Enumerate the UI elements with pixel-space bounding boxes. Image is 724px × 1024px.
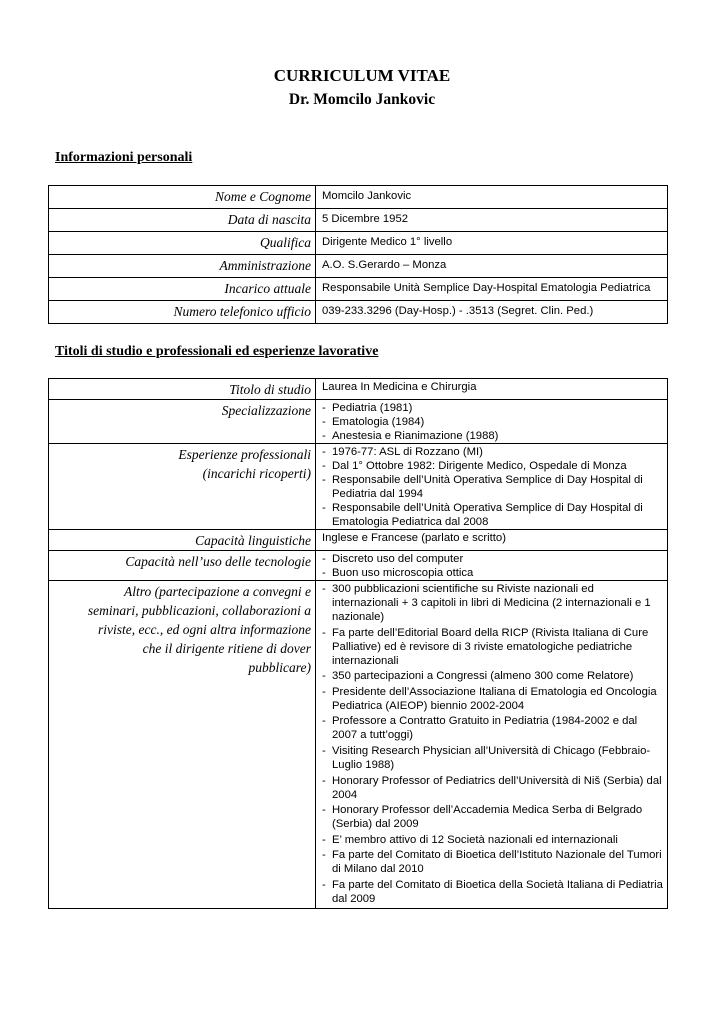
row-value: 5 Dicembre 1952 [316, 209, 668, 232]
list-item: - Responsabile dell’Unità Operativa Semplice di Day Hospital di Pediatria dal 1994 [322, 473, 663, 501]
table-row [49, 400, 668, 444]
list-item: - Pediatria (1981) [322, 401, 663, 415]
table-row [49, 581, 668, 909]
row-label: Capacità linguistiche [49, 530, 316, 551]
table-row [49, 444, 668, 530]
doctor-name: Dr. Momcilo Jankovic [288, 91, 436, 108]
row-label: Data di nascita [49, 209, 316, 232]
table-row [49, 186, 668, 209]
list-item: - Fa parte del Comitato di Bioetica della Società Italiana di Pediatria dal 2009 [322, 878, 663, 906]
list-item: - E’ membro attivo di 12 Società nazionali ed internazionali [322, 833, 663, 847]
table-row [49, 301, 668, 324]
row-value [316, 444, 668, 530]
row-value: A.O. S.Gerardo – Monza [316, 255, 668, 278]
label-line: Esperienze professionali [178, 447, 311, 462]
list-item: - Buon uso microscopia ottica [322, 566, 663, 580]
row-label [49, 581, 316, 909]
row-value: Responsabile Unità Semplice Day-Hospital Ematologia Pediatrica [316, 278, 668, 301]
table-row [49, 209, 668, 232]
label-line: che il dirigente ritiene di dover [142, 641, 311, 656]
row-value [316, 551, 668, 581]
label-line: riviste, ecc., ed ogni altra informazione [98, 622, 311, 637]
row-label: Specializzazione [49, 400, 316, 444]
label-line: seminari, pubblicazioni, collaborazioni a [87, 603, 311, 618]
table-row [49, 551, 668, 581]
row-value [316, 581, 668, 909]
list-item: - Fa parte del Comitato di Bioetica dell’Istituto Nazionale del Tumori di Milano dal 2010 [322, 848, 663, 876]
list-item: - Honorary Professor dell’Accademia Medica Serba di Belgrado (Serbia) dal 2009 [322, 803, 663, 831]
table-row [49, 255, 668, 278]
row-value: Dirigente Medico 1° livello [316, 232, 668, 255]
label-line: Altro (partecipazione a convegni e [124, 584, 311, 599]
row-label: Nome e Cognome [49, 186, 316, 209]
specialization-list [322, 401, 663, 443]
list-item: - Fa parte dell’Editorial Board della RICP (Rivista Italiana di Cure Palliative) ed è revisore di 3 riviste ematologiche pediatriche internazionali [322, 626, 663, 668]
personal-info-table [48, 185, 668, 324]
experience-list [322, 445, 663, 529]
table-row [49, 278, 668, 301]
list-item: - Discreto uso del computer [322, 552, 663, 566]
list-item: - Professore a Contratto Gratuito in Pediatria (1984-2002 e dal 2007 a tutt’oggi) [322, 714, 663, 742]
row-value: 039-233.3296 (Day-Hosp.) - .3513 (Segret. Clin. Ped.) [316, 301, 668, 324]
list-item: - Anestesia e Rianimazione (1988) [322, 429, 663, 443]
personal-info-heading: Informazioni personali [55, 150, 193, 165]
table-row [49, 232, 668, 255]
row-label: Titolo di studio [49, 379, 316, 400]
list-item: - 1976-77: ASL di Rozzano (MI) [322, 445, 663, 459]
row-label [49, 444, 316, 530]
other-activities-list [322, 582, 663, 906]
list-item: - Presidente dell’Associazione Italiana di Ematologia ed Oncologia Pediatrica (AIEOP) biennio 2002-2004 [322, 685, 663, 713]
row-label: Amministrazione [49, 255, 316, 278]
row-value: Inglese e Francese (parlato e scritto) [316, 530, 668, 551]
list-item: - Ematologia (1984) [322, 415, 663, 429]
technology-list [322, 552, 663, 580]
list-item: - Visiting Research Physician all’Università di Chicago (Febbraio-Luglio 1988) [322, 744, 663, 772]
row-value: Laurea In Medicina e Chirurgia [316, 379, 668, 400]
label-line: pubblicare) [248, 660, 311, 675]
table-row [49, 530, 668, 551]
list-item: - Honorary Professor of Pediatrics dell’Università di Niš (Serbia) dal 2004 [322, 774, 663, 802]
label-line: (incarichi ricoperti) [202, 466, 311, 481]
row-value [316, 400, 668, 444]
table-row [49, 379, 668, 400]
career-heading: Titoli di studio e professionali ed esperienze lavorative [55, 344, 379, 359]
career-table [48, 378, 668, 909]
list-item: - Dal 1° Ottobre 1982: Dirigente Medico, Ospedale di Monza [322, 459, 663, 473]
list-item: - 350 partecipazioni a Congressi (almeno 300 come Relatore) [322, 669, 663, 683]
row-label: Capacità nell’uso delle tecnologie [49, 551, 316, 581]
row-label: Qualifica [49, 232, 316, 255]
row-value: Momcilo Jankovic [316, 186, 668, 209]
document-title: CURRICULUM VITAE [273, 66, 451, 85]
row-label: Incarico attuale [49, 278, 316, 301]
list-item: - 300 pubblicazioni scientifiche su Riviste nazionali ed internazionali + 3 capitoli in libri di Medicina (2 internazionali e 1 nazionale) [322, 582, 663, 624]
row-label: Numero telefonico ufficio [49, 301, 316, 324]
list-item: - Responsabile dell’Unità Operativa Semplice di Day Hospital di Ematologia Pediatrica dal 2008 [322, 501, 663, 529]
